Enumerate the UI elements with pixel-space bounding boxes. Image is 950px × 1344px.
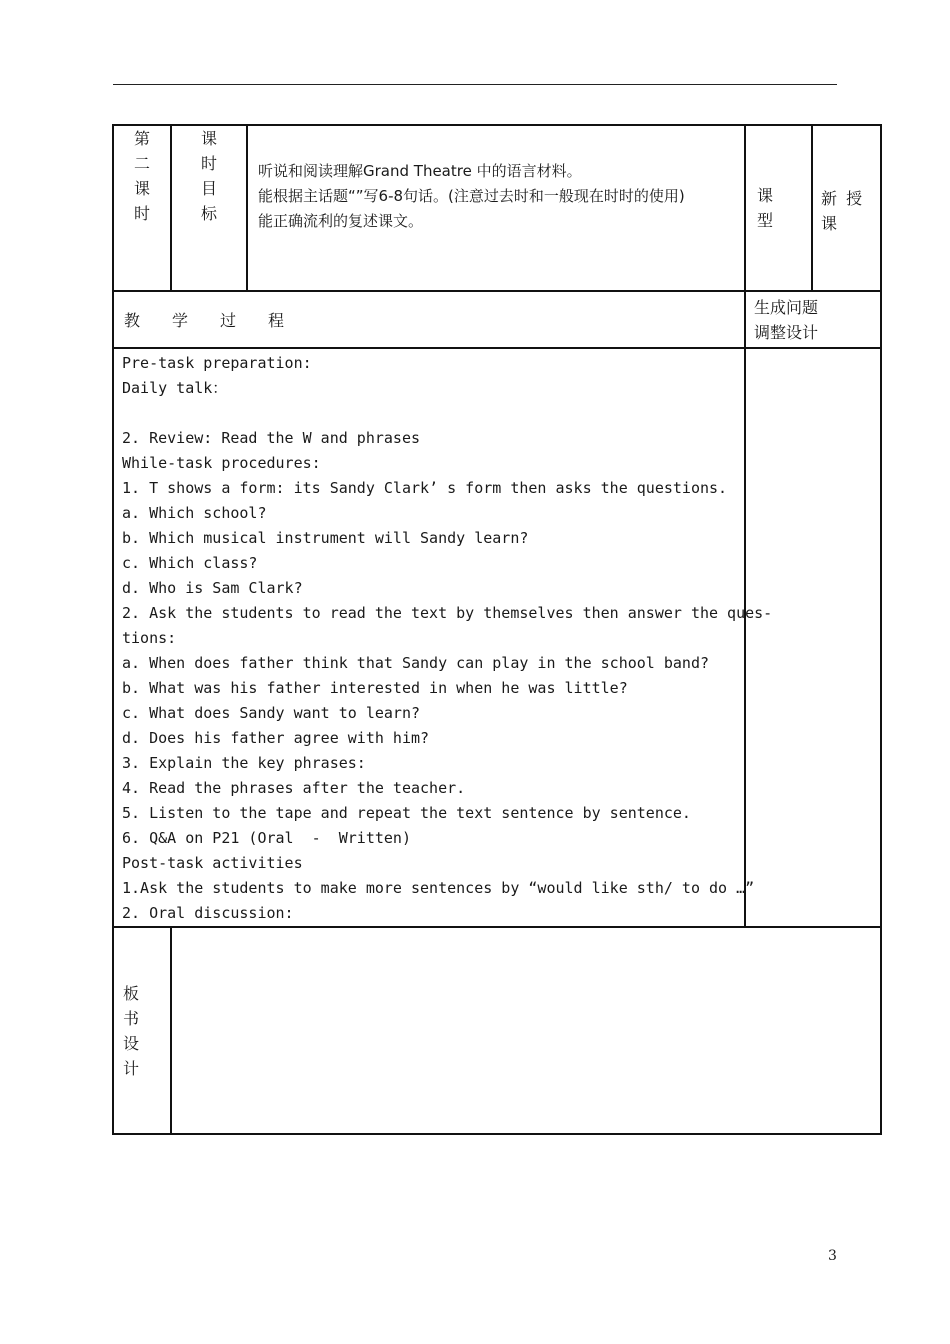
procedure-line: 1.Ask the students to make more sentences by “would like sth/ to do …”	[122, 879, 755, 897]
board-label-cell	[113, 927, 171, 1134]
procedure-line: 3. Explain the key phrases:	[122, 754, 366, 772]
board-design-row	[113, 927, 881, 1134]
procedure-line: 1. T shows a form: its Sandy Clark’ s form then asks the questions.	[122, 479, 728, 497]
lesson-goals-row	[113, 125, 881, 291]
goal-item: 听说和阅读理解Grand Theatre 中的语言材料。	[258, 162, 582, 180]
procedure-line: c. Which class?	[122, 554, 258, 572]
header-rule	[113, 84, 837, 85]
type-value: 新 授 课	[821, 189, 865, 233]
process-steps	[114, 349, 773, 926]
procedure-line: b. Which musical instrument will Sandy learn?	[122, 529, 529, 547]
adjust-heading-line-1: 生成问题	[754, 298, 819, 317]
type-label: 课型	[756, 186, 773, 230]
goal-label: 课时目标	[200, 129, 217, 223]
procedure-line: a. When does father think that Sandy can play in the school band?	[122, 654, 709, 672]
process-heading-cell	[113, 291, 745, 348]
goal-item: 能根据主话题“”写6-8句话。(注意过去时和一般现在时时的使用)	[258, 187, 685, 205]
lesson-plan-table	[112, 124, 882, 1135]
procedure-line: b. What was his father interested in when he was little?	[122, 679, 628, 697]
process-heading: 教 学 过 程	[124, 311, 285, 330]
procedure-line: c. What does Sandy want to learn?	[122, 704, 421, 722]
page-number: 3	[828, 1248, 837, 1264]
adjust-heading-cell	[745, 291, 881, 348]
procedure-line: 2. Oral discussion:	[122, 904, 294, 922]
process-body-row	[113, 348, 881, 927]
procedure-line: 2. Ask the students to read the text by themselves then answer the ques-	[122, 604, 773, 622]
procedure-line: 4. Read the phrases after the teacher.	[122, 779, 466, 797]
procedure-line: Pre-task preparation:	[122, 354, 312, 372]
adjust-notes-cell	[745, 348, 881, 927]
period-cell	[113, 125, 171, 291]
procedure-line: While-task procedures:	[122, 454, 321, 472]
type-value-cell	[812, 125, 881, 291]
procedure-line: 6. Q&A on P21 (Oral - Written)	[122, 829, 411, 847]
procedure-line: a. Which school?	[122, 504, 267, 522]
adjust-heading-line-2: 调整设计	[754, 323, 819, 342]
procedure-line: 2. Review: Read the W and phrases	[122, 429, 421, 447]
period-label: 第二课时	[133, 129, 150, 223]
procedure-line: tions:	[122, 629, 177, 647]
procedure-line: Post-task activities	[122, 854, 303, 872]
type-label-cell	[745, 125, 812, 291]
procedure-line	[122, 401, 744, 426]
process-header-row	[113, 291, 881, 348]
procedure-line: Daily talk：	[122, 379, 228, 397]
procedure-line: d. Who is Sam Clark?	[122, 579, 303, 597]
goal-item: 能正确流利的复述课文。	[258, 212, 424, 230]
procedure-line: d. Does his father agree with him?	[122, 729, 430, 747]
goal-label-cell	[171, 125, 247, 291]
board-design-label: 板书设计	[122, 983, 139, 1078]
board-content-cell	[171, 927, 881, 1134]
procedure-line: 5. Listen to the tape and repeat the text sentence by sentence.	[122, 804, 691, 822]
process-steps-cell	[113, 348, 773, 927]
goals-cell	[247, 125, 745, 291]
goals-list	[248, 126, 744, 234]
